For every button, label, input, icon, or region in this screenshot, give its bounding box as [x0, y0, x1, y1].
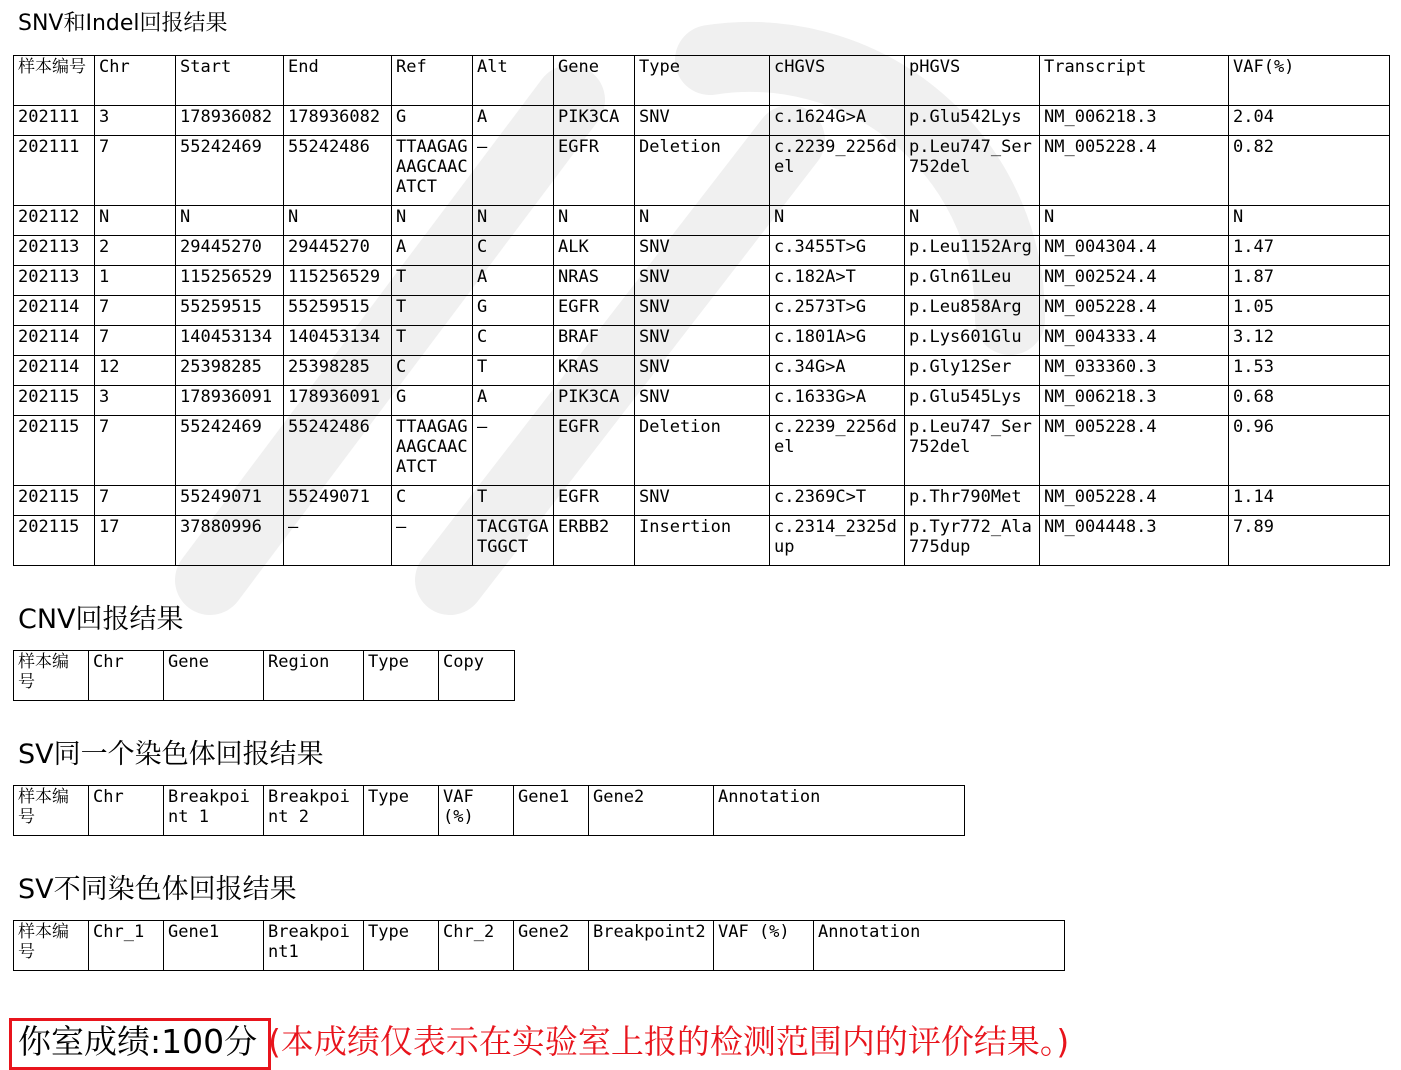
- cell-phgvs: p.Leu747_Ser752del: [905, 416, 1040, 486]
- col-chr-1: Chr_1: [89, 921, 164, 971]
- cell-chgvs: c.1633G>A: [770, 386, 905, 416]
- cell-sample-id: 202113: [14, 266, 95, 296]
- col-chr: Chr: [89, 786, 164, 836]
- sv-same-section-title: SV同一个染色体回报结果: [18, 739, 324, 770]
- col-gene2: Gene2: [589, 786, 714, 836]
- cell-transcript: NM_006218.3: [1040, 106, 1229, 136]
- cell-gene: PIK3CA: [554, 106, 635, 136]
- cell-ref: T: [392, 266, 473, 296]
- cell-start: 55249071: [176, 486, 284, 516]
- cell-chgvs: c.1801A>G: [770, 326, 905, 356]
- cell-gene: EGFR: [554, 136, 635, 206]
- col-end: End: [284, 56, 392, 106]
- cell-type: Deletion: [635, 136, 770, 206]
- cell-chgvs: c.1624G>A: [770, 106, 905, 136]
- sv-same-header-row: [14, 786, 965, 836]
- col-vaf: VAF (%): [439, 786, 514, 836]
- cell-end: 140453134: [284, 326, 392, 356]
- cell-alt: T: [473, 486, 554, 516]
- cell-transcript: NM_004448.3: [1040, 516, 1229, 566]
- col-sample-id: 样本编号: [14, 786, 89, 836]
- cell-vaf: 3.12: [1229, 326, 1390, 356]
- cell-type: SNV: [635, 236, 770, 266]
- snv-table-body: [14, 106, 1390, 566]
- sv-different-chromosome-table: [13, 920, 1065, 971]
- cell-end: 55242486: [284, 416, 392, 486]
- cell-alt: –: [473, 416, 554, 486]
- col-type: Type: [635, 56, 770, 106]
- cell-sample-id: 202111: [14, 106, 95, 136]
- col-ref: Ref: [392, 56, 473, 106]
- cell-chgvs: c.2314_2325dup: [770, 516, 905, 566]
- cell-alt: TACGTGATGGCT: [473, 516, 554, 566]
- cell-vaf: 1.14: [1229, 486, 1390, 516]
- cell-sample-id: 202114: [14, 326, 95, 356]
- cell-chgvs: N: [770, 206, 905, 236]
- cell-vaf: 1.47: [1229, 236, 1390, 266]
- cnv-header-row: [14, 651, 515, 701]
- cell-vaf: 7.89: [1229, 516, 1390, 566]
- cell-chr: 2: [95, 236, 176, 266]
- cell-type: SNV: [635, 296, 770, 326]
- cell-type: N: [635, 206, 770, 236]
- cell-end: 25398285: [284, 356, 392, 386]
- cell-type: SNV: [635, 266, 770, 296]
- cell-alt: T: [473, 356, 554, 386]
- cell-chr: 17: [95, 516, 176, 566]
- cell-transcript: NM_006218.3: [1040, 386, 1229, 416]
- cell-ref: T: [392, 296, 473, 326]
- cell-type: SNV: [635, 386, 770, 416]
- cell-start: 55242469: [176, 416, 284, 486]
- col-copy: Copy: [439, 651, 515, 701]
- cell-chr: 7: [95, 136, 176, 206]
- cell-sample-id: 202115: [14, 416, 95, 486]
- cell-start: 25398285: [176, 356, 284, 386]
- cell-chgvs: c.2573T>G: [770, 296, 905, 326]
- cell-vaf: 1.05: [1229, 296, 1390, 326]
- cell-type: SNV: [635, 326, 770, 356]
- col-gene: Gene: [554, 56, 635, 106]
- cell-ref: TTAAGAGAAGCAACATCT: [392, 136, 473, 206]
- col-chr: Chr: [95, 56, 176, 106]
- cell-chgvs: c.182A>T: [770, 266, 905, 296]
- cell-start: 37880996: [176, 516, 284, 566]
- cell-alt: C: [473, 236, 554, 266]
- cell-chr: 7: [95, 296, 176, 326]
- cell-sample-id: 202111: [14, 136, 95, 206]
- col-phgvs: pHGVS: [905, 56, 1040, 106]
- cell-ref: N: [392, 206, 473, 236]
- cell-sample-id: 202115: [14, 386, 95, 416]
- cell-gene: ALK: [554, 236, 635, 266]
- col-annotation: Annotation: [714, 786, 965, 836]
- cell-gene: PIK3CA: [554, 386, 635, 416]
- cell-alt: –: [473, 136, 554, 206]
- table-row: [14, 236, 1390, 266]
- cell-transcript: NM_004333.4: [1040, 326, 1229, 356]
- score-note: (本成绩仅表示在实验室上报的检测范围内的评价结果。): [268, 1022, 1070, 1061]
- cell-start: N: [176, 206, 284, 236]
- cell-gene: EGFR: [554, 486, 635, 516]
- cell-chr: 7: [95, 486, 176, 516]
- col-start: Start: [176, 56, 284, 106]
- col-type: Type: [364, 651, 439, 701]
- cell-transcript: NM_033360.3: [1040, 356, 1229, 386]
- col-annotation: Annotation: [814, 921, 1065, 971]
- cell-alt: C: [473, 326, 554, 356]
- snv-section-title: SNV和Indel回报结果: [18, 11, 228, 36]
- col-gene1: Gene1: [164, 921, 264, 971]
- cell-gene: ERBB2: [554, 516, 635, 566]
- score-label: 你室成绩:100分: [18, 1022, 258, 1061]
- cell-end: 178936091: [284, 386, 392, 416]
- cell-type: SNV: [635, 486, 770, 516]
- cell-sample-id: 202114: [14, 356, 95, 386]
- cell-ref: T: [392, 326, 473, 356]
- cell-transcript: NM_002524.4: [1040, 266, 1229, 296]
- cell-transcript: NM_005228.4: [1040, 416, 1229, 486]
- cell-chgvs: c.3455T>G: [770, 236, 905, 266]
- col-type: Type: [364, 921, 439, 971]
- cell-type: SNV: [635, 106, 770, 136]
- snv-indel-table: [13, 55, 1390, 566]
- cell-end: 115256529: [284, 266, 392, 296]
- cell-alt: N: [473, 206, 554, 236]
- cell-gene: KRAS: [554, 356, 635, 386]
- col-gene1: Gene1: [514, 786, 589, 836]
- col-transcript: Transcript: [1040, 56, 1229, 106]
- cell-end: 29445270: [284, 236, 392, 266]
- table-row: [14, 516, 1390, 566]
- table-row: [14, 206, 1390, 236]
- col-region: Region: [264, 651, 364, 701]
- cell-phgvs: p.Leu858Arg: [905, 296, 1040, 326]
- cell-type: Insertion: [635, 516, 770, 566]
- cell-chr: 12: [95, 356, 176, 386]
- cell-start: 29445270: [176, 236, 284, 266]
- table-row: [14, 266, 1390, 296]
- cell-chgvs: c.2369C>T: [770, 486, 905, 516]
- cell-transcript: NM_005228.4: [1040, 296, 1229, 326]
- cell-type: SNV: [635, 356, 770, 386]
- col-alt: Alt: [473, 56, 554, 106]
- cell-vaf: 0.96: [1229, 416, 1390, 486]
- col-breakpoint-1: Breakpoint 1: [164, 786, 264, 836]
- cell-start: 178936082: [176, 106, 284, 136]
- col-breakpoint-2: Breakpoint2: [589, 921, 714, 971]
- cell-chr: 3: [95, 386, 176, 416]
- cell-start: 55242469: [176, 136, 284, 206]
- cell-alt: A: [473, 106, 554, 136]
- cnv-table: [13, 650, 515, 701]
- cell-gene: EGFR: [554, 296, 635, 326]
- cell-ref: A: [392, 236, 473, 266]
- cell-vaf: 0.68: [1229, 386, 1390, 416]
- col-breakpoint-1: Breakpoint1: [264, 921, 364, 971]
- cell-end: 55242486: [284, 136, 392, 206]
- cell-phgvs: p.Gly12Ser: [905, 356, 1040, 386]
- cell-transcript: NM_005228.4: [1040, 136, 1229, 206]
- col-vaf: VAF (%): [714, 921, 814, 971]
- cell-sample-id: 202115: [14, 486, 95, 516]
- table-row: [14, 326, 1390, 356]
- cell-ref: G: [392, 386, 473, 416]
- cell-phgvs: p.Glu542Lys: [905, 106, 1040, 136]
- cell-transcript: NM_004304.4: [1040, 236, 1229, 266]
- cell-vaf: 1.87: [1229, 266, 1390, 296]
- cell-gene: EGFR: [554, 416, 635, 486]
- cell-sample-id: 202112: [14, 206, 95, 236]
- cell-ref: –: [392, 516, 473, 566]
- col-vaf: VAF(%): [1229, 56, 1390, 106]
- cell-sample-id: 202114: [14, 296, 95, 326]
- cell-chr: 7: [95, 326, 176, 356]
- cell-chgvs: c.2239_2256del: [770, 416, 905, 486]
- cell-phgvs: p.Thr790Met: [905, 486, 1040, 516]
- table-row: [14, 136, 1390, 206]
- cell-alt: G: [473, 296, 554, 326]
- col-breakpoint-2: Breakpoint 2: [264, 786, 364, 836]
- table-row: [14, 356, 1390, 386]
- cell-ref: G: [392, 106, 473, 136]
- cell-chgvs: c.34G>A: [770, 356, 905, 386]
- table-row: [14, 296, 1390, 326]
- sv-same-chromosome-table: [13, 785, 965, 836]
- table-row: [14, 106, 1390, 136]
- table-row: [14, 416, 1390, 486]
- cell-phgvs: p.Glu545Lys: [905, 386, 1040, 416]
- cell-phgvs: p.Gln61Leu: [905, 266, 1040, 296]
- cell-phgvs: p.Leu1152Arg: [905, 236, 1040, 266]
- cell-end: –: [284, 516, 392, 566]
- cell-end: 55259515: [284, 296, 392, 326]
- col-sample-id: 样本编号: [14, 56, 95, 106]
- cell-end: 55249071: [284, 486, 392, 516]
- cell-vaf: 1.53: [1229, 356, 1390, 386]
- cell-chr: N: [95, 206, 176, 236]
- cell-start: 178936091: [176, 386, 284, 416]
- cell-ref: C: [392, 486, 473, 516]
- col-type: Type: [364, 786, 439, 836]
- cell-transcript: NM_005228.4: [1040, 486, 1229, 516]
- snv-header-row: [14, 56, 1390, 106]
- cell-start: 140453134: [176, 326, 284, 356]
- cell-chgvs: c.2239_2256del: [770, 136, 905, 206]
- sv-diff-header-row: [14, 921, 1065, 971]
- cell-vaf: N: [1229, 206, 1390, 236]
- col-chgvs: cHGVS: [770, 56, 905, 106]
- cell-phgvs: p.Lys601Glu: [905, 326, 1040, 356]
- cell-alt: A: [473, 386, 554, 416]
- cell-phgvs: p.Leu747_Ser752del: [905, 136, 1040, 206]
- col-sample-id: 样本编号: [14, 651, 89, 701]
- cell-phgvs: p.Tyr772_Ala775dup: [905, 516, 1040, 566]
- cell-start: 115256529: [176, 266, 284, 296]
- cell-gene: BRAF: [554, 326, 635, 356]
- cell-type: Deletion: [635, 416, 770, 486]
- cell-alt: A: [473, 266, 554, 296]
- cell-gene: NRAS: [554, 266, 635, 296]
- col-chr: Chr: [89, 651, 164, 701]
- cell-vaf: 0.82: [1229, 136, 1390, 206]
- col-sample-id: 样本编号: [14, 921, 89, 971]
- cell-phgvs: N: [905, 206, 1040, 236]
- cell-chr: 3: [95, 106, 176, 136]
- cell-chr: 1: [95, 266, 176, 296]
- cell-start: 55259515: [176, 296, 284, 326]
- cell-end: N: [284, 206, 392, 236]
- cell-sample-id: 202113: [14, 236, 95, 266]
- cell-ref: C: [392, 356, 473, 386]
- cell-vaf: 2.04: [1229, 106, 1390, 136]
- sv-diff-section-title: SV不同染色体回报结果: [18, 874, 297, 905]
- cnv-section-title: CNV回报结果: [18, 604, 184, 635]
- col-gene: Gene: [164, 651, 264, 701]
- table-row: [14, 486, 1390, 516]
- col-gene2: Gene2: [514, 921, 589, 971]
- cell-chr: 7: [95, 416, 176, 486]
- cell-gene: N: [554, 206, 635, 236]
- cell-end: 178936082: [284, 106, 392, 136]
- table-row: [14, 386, 1390, 416]
- cell-sample-id: 202115: [14, 516, 95, 566]
- cell-ref: TTAAGAGAAGCAACATCT: [392, 416, 473, 486]
- col-chr-2: Chr_2: [439, 921, 514, 971]
- cell-transcript: N: [1040, 206, 1229, 236]
